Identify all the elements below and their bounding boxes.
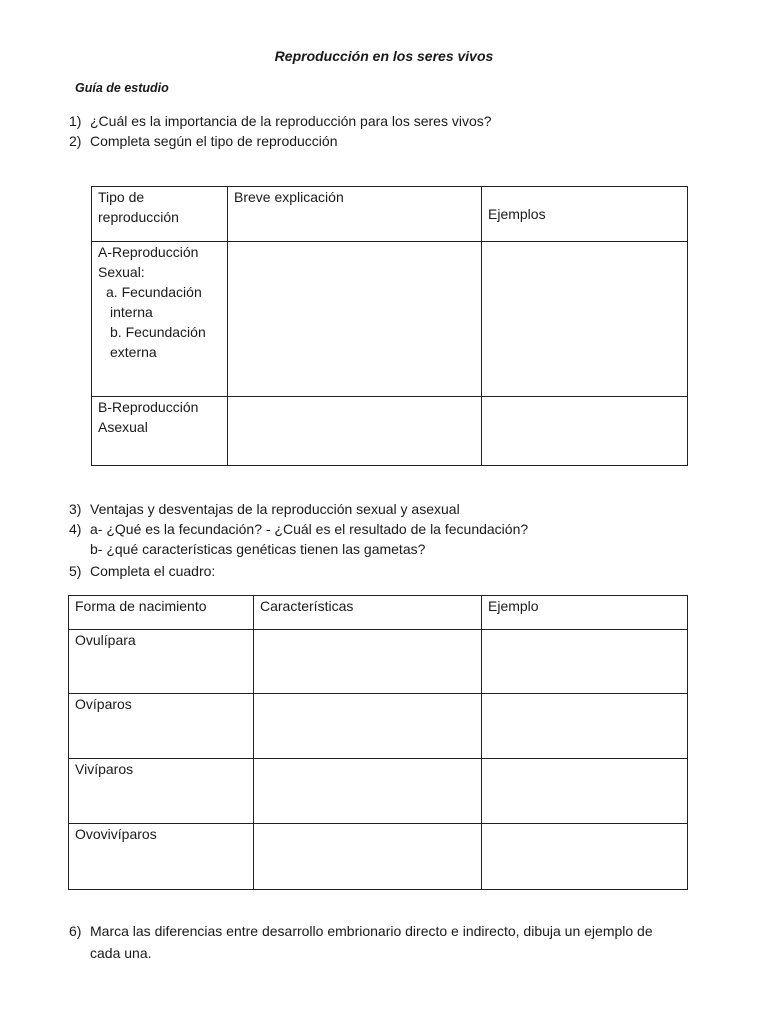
question-number: 2)	[69, 133, 82, 149]
header-tipo-line1: Tipo de	[98, 189, 145, 205]
question-text: Marca las diferencias entre desarrollo embrionario directo e indirecto, dibuja un ejemplo de	[90, 923, 653, 939]
blank-cell	[482, 397, 688, 466]
blank-cell	[228, 397, 482, 466]
row-line: interna	[110, 304, 153, 320]
row-label: Vivíparos	[69, 759, 254, 824]
question-3	[69, 499, 709, 519]
question-number: 3)	[69, 501, 82, 517]
question-text-2: cada una.	[90, 945, 152, 961]
table-row	[69, 759, 688, 824]
row-line: b. Fecundación	[110, 324, 206, 340]
page-title: Reproducción en los seres vivos	[274, 48, 494, 64]
table-row	[69, 824, 688, 890]
table-row	[92, 242, 688, 397]
blank-cell	[482, 694, 688, 759]
blank-cell	[254, 759, 482, 824]
header-ejemplos: Ejemplos	[482, 187, 688, 242]
question-text: Completa el cuadro:	[90, 563, 216, 579]
page-subtitle: Guía de estudio	[75, 81, 169, 95]
question-number: 6)	[69, 923, 82, 939]
question-1	[69, 111, 709, 131]
row-label-asexual	[92, 397, 228, 466]
row-line: externa	[110, 344, 157, 360]
question-number: 1)	[69, 113, 82, 129]
question-4	[69, 519, 709, 559]
header-tipo	[92, 187, 228, 242]
reproduction-type-table	[91, 186, 688, 466]
header-explicacion: Breve explicación	[228, 187, 482, 242]
blank-cell	[254, 630, 482, 694]
row-line: Sexual:	[98, 264, 145, 280]
header-caracteristicas: Características	[254, 596, 482, 630]
question-5	[69, 561, 709, 581]
blank-cell	[482, 759, 688, 824]
birth-form-table	[68, 595, 688, 890]
question-2	[69, 131, 709, 151]
question-6	[69, 921, 709, 961]
blank-cell	[482, 824, 688, 890]
table-row	[69, 694, 688, 759]
row-label: Ovulípara	[69, 630, 254, 694]
header-ejemplo: Ejemplo	[482, 596, 688, 630]
blank-cell	[254, 694, 482, 759]
row-label: Ovíparos	[69, 694, 254, 759]
table-header-row	[69, 596, 688, 630]
header-tipo-line2: reproducción	[98, 209, 179, 225]
table-row	[69, 630, 688, 694]
header-forma: Forma de nacimiento	[69, 596, 254, 630]
blank-cell	[228, 242, 482, 397]
row-line: A-Reproducción	[98, 244, 199, 260]
blank-cell	[254, 824, 482, 890]
question-number: 4)	[69, 521, 82, 537]
row-label-sexual	[92, 242, 228, 397]
table-header-row	[92, 187, 688, 242]
table-row	[92, 397, 688, 466]
blank-cell	[482, 630, 688, 694]
row-line: B-Reproducción	[98, 399, 199, 415]
row-line: a. Fecundación	[106, 284, 202, 300]
question-text: Completa según el tipo de reproducción	[90, 133, 338, 149]
row-label: Ovovivíparos	[69, 824, 254, 890]
question-text-2: b- ¿qué características genéticas tienen las gametas?	[90, 541, 426, 557]
question-number: 5)	[69, 563, 82, 579]
blank-cell	[482, 242, 688, 397]
row-line: Asexual	[98, 419, 148, 435]
question-text: Ventajas y desventajas de la reproducción sexual y asexual	[90, 501, 460, 517]
question-text: ¿Cuál es la importancia de la reproducción para los seres vivos?	[90, 113, 492, 129]
question-text: a- ¿Qué es la fecundación? - ¿Cuál es el resultado de la fecundación?	[90, 521, 529, 537]
